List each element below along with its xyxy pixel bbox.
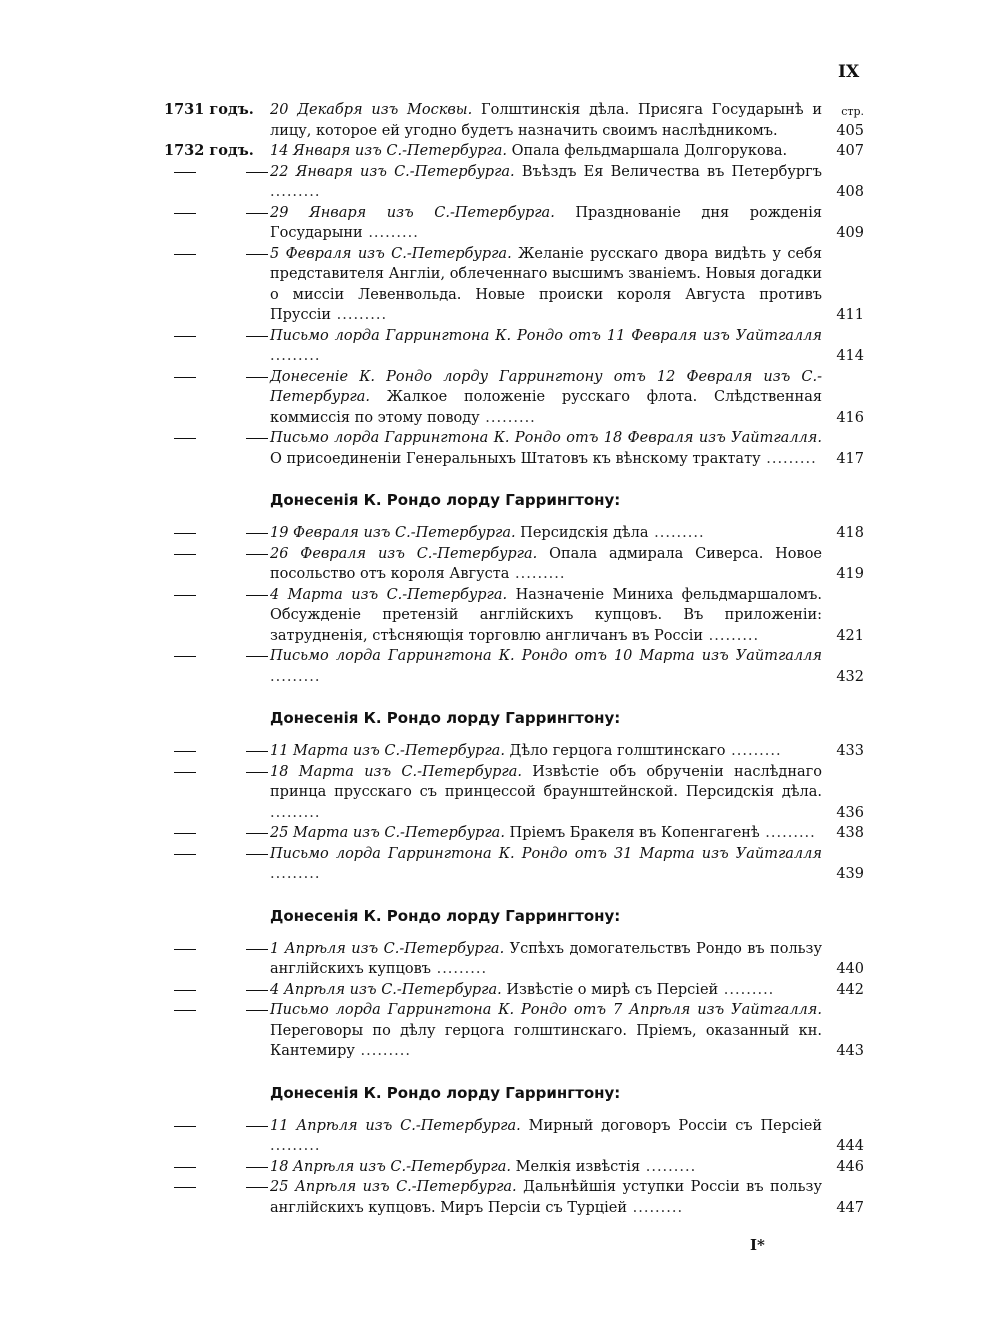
entry-page-number: 405 [836, 122, 864, 139]
entry-page-number: 446 [836, 1158, 864, 1175]
entry-text [270, 762, 822, 824]
leader-dots: ......... [718, 981, 775, 998]
section-heading: Донесенія К. Рондо лорду Гаррингтону: [270, 906, 621, 925]
entry-text [270, 646, 822, 687]
entry-description: Персидскія дѣла [515, 525, 649, 541]
entry-text [270, 162, 822, 203]
entry-text [270, 1177, 822, 1218]
leader-dots: ......... [627, 1199, 684, 1216]
entry-text [270, 326, 822, 367]
entry-page-number: 411 [836, 307, 864, 323]
entry-description: Мелкія извѣстія [511, 1158, 641, 1175]
ditto-dashes [174, 585, 268, 596]
entry-date-place: 20 Декабря изъ Москвы. [270, 102, 473, 118]
toc-entry [164, 1177, 864, 1218]
entry-description: Дѣло герцога голштинскаго [504, 743, 726, 759]
entry-date-place: Письмо лорда Гаррингтона К. Рондо отъ 10 Марта изъ Уайтгалля [270, 648, 822, 664]
toc-entry [164, 100, 864, 141]
entry-description: Опала адмирала Сиверса. Новое посольство отъ короля Августа [270, 545, 823, 582]
toc-entry [164, 428, 864, 469]
leader-dots: ......... [270, 804, 321, 821]
entry-date-place: Донесеніе К. Рондо лорду Гаррингтону отъ 12 Февраля изъ С.-Петербурга. [270, 368, 822, 405]
leader-dots: ......... [331, 307, 388, 323]
section-heading: Донесенія К. Рондо лорду Гаррингтону: [270, 709, 621, 727]
leader-dots: ......... [703, 627, 760, 644]
ditto-dashes [174, 762, 268, 773]
leader-dots: ......... [648, 525, 705, 541]
toc-entry [164, 823, 864, 844]
ditto-dashes [174, 741, 268, 752]
entry-date-place: 18 Апрѣля изъ С.-Петербурга. [270, 1158, 511, 1175]
entry-description: Переговоры по дѣлу герцога голштинскаго. Пріемъ, оказанный кн. Кантемиру [270, 1022, 822, 1059]
leader-dots: ......... [354, 1043, 411, 1059]
entry-date-place: Письмо лорда Гаррингтона К. Рондо отъ 31 Марта изъ Уайтгалля [270, 845, 822, 862]
entry-text [270, 244, 822, 326]
entry-description: Пріемъ Бракеля въ Копенгагенѣ [504, 825, 760, 841]
entry-date-place: 19 Февраля изъ С.-Петербурга. [270, 525, 516, 541]
entry-date-place: 29 Января изъ С.-Петербурга. [270, 204, 555, 221]
toc-entry [164, 244, 864, 326]
toc-entry [164, 939, 864, 980]
entry-date-place: 25 Апрѣля изъ С.-Петербурга. [270, 1179, 517, 1195]
entry-date-place: 22 Января изъ С.-Петербурга. [270, 163, 515, 180]
entry-date-place: 11 Марта изъ С.-Петербурга. [270, 743, 505, 759]
entry-description: Дальнѣйшія уступки Россіи въ пользу англійскихъ купцовъ. Миръ Персіи съ Турціей [270, 1179, 822, 1216]
toc-entry [164, 585, 864, 647]
entry-description: Назначеніе Миниха фельдмаршаломъ. Обсужденіе претензій англійскихъ купцовъ. Въ приложеніи: затрудненія, стѣсняющія торговлю англичанъ въ Россіи [270, 586, 822, 644]
leader-dots: ......... [759, 825, 816, 841]
entry-page-number: 447 [836, 1199, 864, 1216]
entry-text [270, 980, 822, 1001]
section-heading: Донесенія К. Рондо лорду Гаррингтону: [270, 491, 621, 509]
toc-entry [164, 326, 864, 367]
entry-page-number: 443 [836, 1043, 864, 1059]
entry-description: Успѣхъ домогательствъ Рондо въ пользу англійскихъ купцовъ [270, 940, 822, 977]
entry-description: Извѣстіе о мирѣ съ Персіей [501, 981, 719, 998]
ditto-dashes [174, 646, 268, 657]
entry-text [270, 741, 822, 762]
entry-page-number: 440 [836, 961, 864, 977]
entry-date-place: Письмо лорда Гаррингтона К. Рондо отъ 11 Февраля изъ Уайтгалля [270, 327, 822, 344]
ditto-dashes [174, 162, 268, 173]
entry-page-number: 419 [836, 566, 864, 582]
table-of-contents [164, 100, 864, 1218]
entry-text [270, 367, 822, 429]
toc-entry [164, 523, 864, 544]
entry-year: 1732 годъ. [164, 142, 254, 159]
toc-entry [164, 367, 864, 429]
entry-page-number: 436 [836, 804, 864, 821]
entry-page-number: 421 [836, 627, 864, 644]
ditto-dashes [174, 326, 268, 337]
leader-dots: ......... [270, 1138, 321, 1154]
leader-dots: ......... [270, 866, 321, 882]
ditto-dashes [174, 203, 268, 214]
entry-description: О присоединеніи Генеральныхъ Штатовъ къ вѣнскому трактату [270, 450, 761, 467]
entry-text [270, 1116, 822, 1157]
page-number: IX [838, 62, 860, 82]
toc-entry [164, 1116, 864, 1157]
entry-page-number: 438 [836, 825, 864, 841]
ditto-dashes [174, 1157, 268, 1168]
toc-entry [164, 741, 864, 762]
entry-date-place: 4 Апрѣля изъ С.-Петербурга. [270, 981, 502, 998]
entry-description: Празднованіе дня рожденія Государыни [270, 204, 823, 241]
entry-page-number: 444 [836, 1138, 864, 1154]
entry-date-place: 25 Марта изъ С.-Петербурга. [270, 825, 505, 841]
printer-signature: I* [750, 1236, 765, 1254]
ditto-dashes [174, 367, 268, 378]
entry-page-number: 432 [836, 668, 864, 685]
entry-date-place: 1 Апрѣля изъ С.-Петербурга. [270, 940, 505, 957]
leader-dots: ......... [640, 1158, 697, 1175]
section-heading: Донесенія К. Рондо лорду Гаррингтону: [270, 1083, 621, 1102]
entry-page-number: 439 [836, 866, 864, 882]
ditto-dashes [174, 244, 268, 255]
entry-text [270, 141, 822, 162]
toc-entry [164, 980, 864, 1001]
entry-description: Мирный договоръ Россіи съ Персіей [520, 1117, 822, 1134]
ditto-dashes [174, 844, 268, 855]
entry-date-place: 5 Февраля изъ С.-Петербурга. [270, 245, 512, 262]
entry-text [270, 100, 822, 141]
toc-entry [164, 844, 864, 885]
leader-dots: ......... [509, 566, 566, 582]
entry-page-number: 417 [836, 450, 864, 467]
ditto-dashes [174, 1177, 268, 1188]
entry-text [270, 939, 822, 980]
entry-page-number: 414 [836, 348, 864, 364]
leader-dots: ......... [362, 225, 419, 241]
entry-text [270, 544, 822, 585]
entry-description: Желаніе русскаго двора видѣть у себя представителя Англіи, облеченнаго высшимъ званіемъ. Новыя догадки о миссіи Левенвольда. Новые происки короля Августа противъ Пруссіи [270, 245, 822, 323]
entry-text [270, 523, 822, 544]
ditto-dashes [174, 1000, 268, 1011]
entry-year: 1731 годъ. [164, 101, 254, 118]
ditto-dashes [174, 523, 268, 534]
entry-page-number: 408 [836, 184, 864, 200]
leader-dots: ......... [430, 961, 488, 977]
entry-text [270, 1157, 822, 1178]
toc-entry [164, 162, 864, 203]
entry-text [270, 844, 822, 885]
leader-dots: ......... [270, 668, 321, 685]
ditto-dashes [174, 980, 268, 991]
entry-page-number: 418 [836, 525, 864, 541]
entry-date-place: Письмо лорда Гаррингтона К. Рондо отъ 7 Апрѣля изъ Уайтгалля. [270, 1002, 822, 1018]
entry-page-number: 433 [836, 743, 864, 759]
leader-dots: ......... [270, 184, 321, 200]
leader-dots: ......... [270, 348, 321, 364]
page-column-label: стр. [841, 105, 864, 118]
entry-description: Опала фельдмаршала Долгорукова. [506, 143, 788, 159]
entry-date-place: 26 Февраля изъ С.-Петербурга. [270, 545, 538, 562]
leader-dots: ......... [725, 743, 782, 759]
entry-page-number: 409 [836, 225, 864, 241]
toc-entry [164, 762, 864, 824]
entry-page-number: 416 [836, 409, 864, 426]
toc-entry [164, 141, 864, 162]
entry-description: Извѣстіе объ обрученіи наслѣднаго принца прусскаго съ принцессой браунштейнской. Персидскія дѣла. [270, 763, 822, 800]
entry-date-place: Письмо лорда Гаррингтона К. Рондо отъ 18 Февраля изъ Уайтгалля. [270, 430, 822, 446]
leader-dots: ......... [760, 450, 817, 467]
entry-description: Жалкое положеніе русскаго флота. Слѣдственная коммиссія по этому поводу [270, 389, 822, 426]
entry-date-place: 18 Марта изъ С.-Петербурга. [270, 763, 522, 780]
entry-text [270, 1000, 822, 1062]
entry-page-number: 442 [836, 981, 864, 998]
entry-page-number: 407 [836, 143, 864, 159]
toc-entry [164, 646, 864, 687]
entry-date-place: 14 Января изъ С.-Петербурга. [270, 143, 507, 159]
entry-text [270, 428, 822, 469]
entry-description: Голштинскія дѣла. Присяга Государынѣ и лицу, которое ей угодно будетъ назначить своимъ наслѣдникомъ. [270, 102, 823, 139]
ditto-dashes [174, 939, 268, 950]
leader-dots: ......... [479, 409, 536, 426]
entry-date-place: 4 Марта изъ С.-Петербурга. [270, 586, 508, 603]
toc-entry [164, 1000, 864, 1062]
ditto-dashes [174, 823, 268, 834]
entry-date-place: 11 Апрѣля изъ С.-Петербурга. [270, 1117, 521, 1134]
ditto-dashes [174, 544, 268, 555]
entry-text [270, 823, 822, 844]
toc-entry [164, 544, 864, 585]
ditto-dashes [174, 428, 268, 439]
ditto-dashes [174, 1116, 268, 1127]
entry-description: Въѣздъ Ея Величества въ Петербургъ [514, 163, 822, 180]
entry-text [270, 203, 822, 244]
entry-text [270, 585, 822, 647]
toc-entry [164, 203, 864, 244]
toc-entry [164, 1157, 864, 1178]
